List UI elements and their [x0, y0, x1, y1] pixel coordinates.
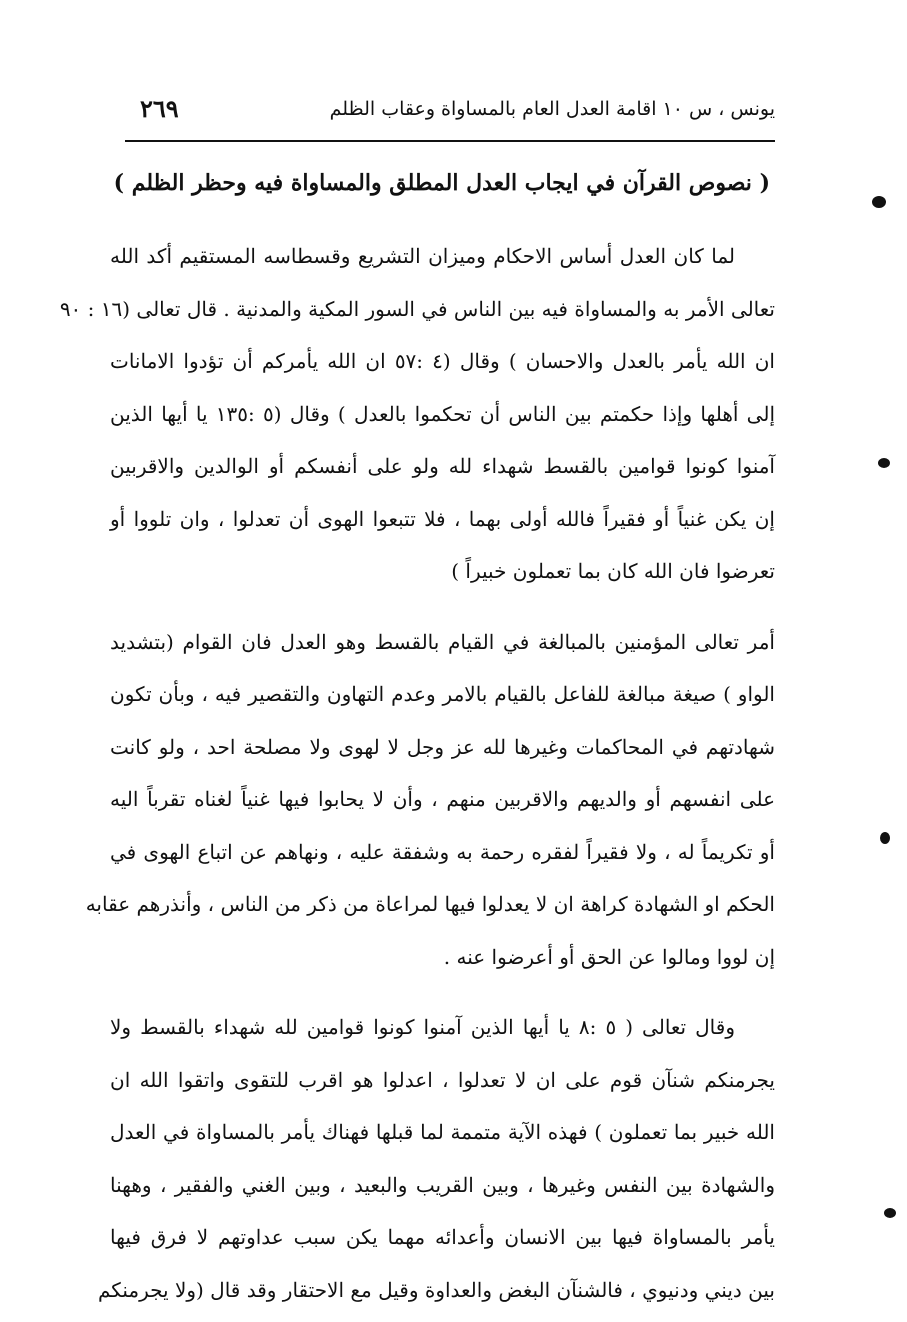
text-line: تعرضوا فان الله كان بما تعملون خبيراً ) [451, 559, 775, 583]
header-rule [125, 140, 775, 142]
text-line: الواو ) صيغة مبالغة للفاعل بالقيام بالامر وعدم التهاون والتقصير فيه ، وبأن تكون [110, 682, 775, 706]
text-line: أو تكريماً له ، ولا فقيراً لفقره رحمة به وشفقة عليه ، ونهاهم عن اتباع الهوى في [110, 839, 775, 864]
text-line: وقال تعالى ( ٥ :٨ يا أيها الذين آمنوا كونوا قوامين لله شهداء بالقسط ولا [110, 1015, 735, 1039]
text-line: إن لووا ومالوا عن الحق أو أعرضوا عنه . [443, 944, 775, 969]
text-line: بين ديني ودنيوي ، فالشنآن البغض والعداوة وقيل مع الاحتقار وقد قال (ولا يجرمنكم [97, 1277, 775, 1302]
text-line: لما كان العدل أساس الاحكام وميزان التشريع وقسطاسه المستقيم أكد الله [110, 244, 735, 268]
text-line: أمر تعالى المؤمنين بالمبالغة في القيام بالقسط وهو العدل فان القوام (بتشديد [110, 629, 775, 654]
text-line: يأمر بالمساواة فيها بين الانسان وأعدائه مهما يكن سبب عداوتهم لا فرق فيها [110, 1225, 775, 1249]
binding-hole-mark [884, 1208, 896, 1218]
text-line: الله خبير بما تعملون ) فهذه الآية متممة لما قبلها فهناك يأمر بالمساواة في العدل [110, 1120, 775, 1144]
text-line: والشهادة بين النفس وغيرها ، وبين القريب والبعيد ، وبين الغني والفقير ، وههنا [110, 1172, 775, 1197]
binding-hole-mark [872, 196, 886, 208]
text-line: تعالى الأمر به والمساواة فيه بين الناس في السور المكية والمدنية . قال تعالى (١٦ : ٩٠ [59, 296, 775, 321]
page-number: ٢٦٩ [140, 94, 179, 123]
running-header [125, 92, 775, 138]
text-line: إلى أهلها وإذا حكمتم بين الناس أن تحكموا بالعدل ) وقال (٥ :١٣٥ يا أيها الذين [110, 401, 776, 426]
section-heading: ( نصوص القرآن في ايجاب العدل المطلق والمساواة فيه وحظر الظلم ) [113, 170, 770, 196]
binding-hole-mark [878, 458, 890, 468]
text-line: الحكم او الشهادة كراهة ان لا يعدلوا فيها لمراعاة من ذكر من الناس ، وأنذرهم عقابه [85, 892, 775, 916]
text-line: إن يكن غنياً أو فقيراً فالله أولى بهما ، فلا تتبعوا الهوى أن تعدلوا ، وان تلووا أو [110, 506, 775, 531]
text-line: ان الله يأمر بالعدل والاحسان ) وقال (٤ :٥٧ ان الله يأمركم أن تؤدوا الامانات [110, 349, 775, 373]
body-text [59, 230, 776, 1316]
running-title: يونس ، س ١٠ اقامة العدل العام بالمساواة وعقاب الظلم [329, 98, 775, 120]
binding-hole-mark [880, 832, 890, 844]
text-line: آمنوا كونوا قوامين بالقسط شهداء لله ولو على أنفسكم أو الوالدين والاقربين [110, 454, 775, 478]
text-line: شهادتهم في المحاكمات وغيرها لله عز وجل لا لهوى ولا مصلحة احد ، ولو كانت [110, 734, 775, 759]
text-line: على انفسهم أو والديهم والاقربين منهم ، وأن لا يحابوا فيها غنياً لغناه تقرباً اليه [110, 787, 775, 811]
text-line: يجرمنكم شنآن قوم على ان لا تعدلوا ، اعدلوا هو اقرب للتقوى واتقوا الله ان [110, 1067, 775, 1092]
